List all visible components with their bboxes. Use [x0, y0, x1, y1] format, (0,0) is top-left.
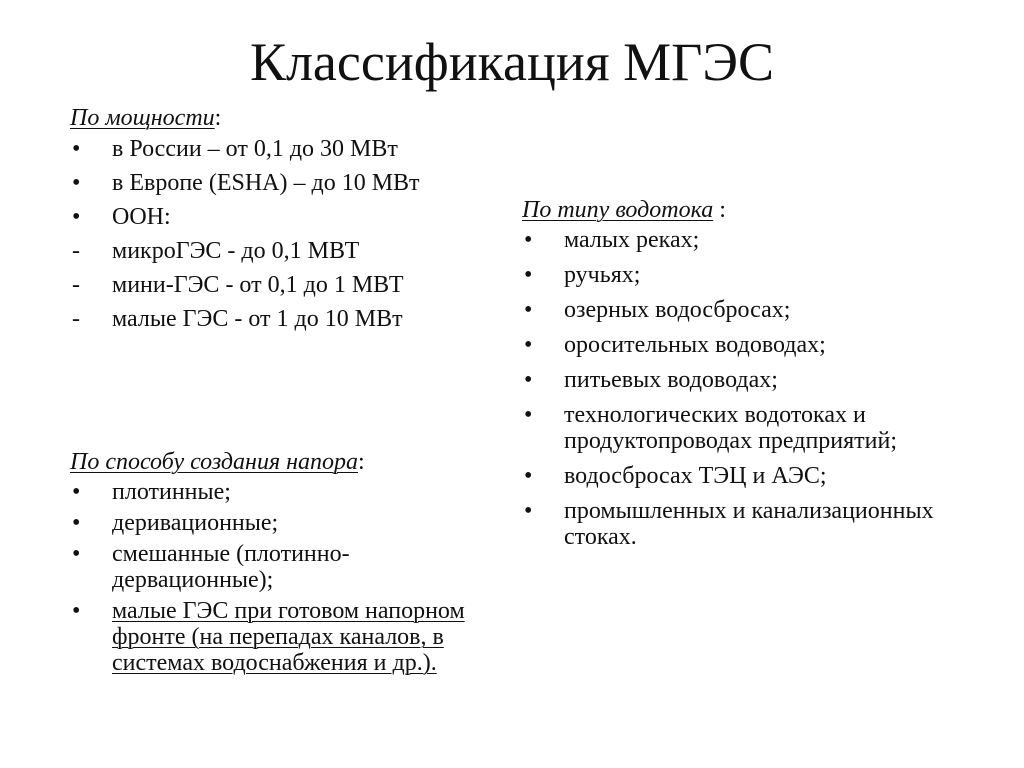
list-item: [70, 203, 490, 231]
list-item: [522, 297, 942, 323]
list-item: [70, 541, 510, 593]
bullet-marker: •: [72, 598, 81, 624]
list-item-text: мини-ГЭС - от 0,1 до 1 МВТ: [112, 272, 404, 298]
power-classification-section: [70, 104, 490, 339]
slide-title: Классификация МГЭС: [249, 32, 775, 92]
list-item-text: в России – от 0,1 до 30 МВт: [112, 136, 398, 162]
list-item-text: ООН:: [112, 204, 171, 230]
list-item-text: малые ГЭС - от 1 до 10 МВт: [112, 306, 403, 332]
list-item: [522, 498, 942, 550]
list-item-text: технологических водотоках и продуктопроводах предприятий;: [564, 402, 898, 454]
power-heading: [70, 104, 490, 132]
bullet-marker: •: [524, 498, 533, 524]
list-item-text: в Европе (ESHA) – до 10 МВт: [112, 170, 420, 196]
bullet-marker: •: [72, 541, 81, 567]
bullet-marker: •: [524, 227, 533, 253]
stream-list: [522, 227, 942, 550]
list-item-text: малых реках;: [564, 227, 700, 253]
pressure-list: [70, 479, 510, 676]
bullet-marker: •: [524, 262, 533, 288]
power-heading-colon: :: [214, 105, 222, 131]
list-item-text: деривационные;: [112, 510, 279, 536]
list-item-text: плотинные;: [112, 479, 231, 505]
power-heading-label: По мощности: [70, 105, 215, 131]
list-item-text: ручьях;: [564, 262, 641, 288]
dash-marker: -: [72, 272, 80, 298]
list-item: [522, 463, 942, 489]
dash-marker: -: [72, 238, 80, 264]
list-item: [70, 305, 490, 333]
list-item-text: питьевых водоводах;: [564, 367, 778, 393]
list-item: [522, 227, 942, 253]
list-item: [70, 169, 490, 197]
list-item: [70, 510, 510, 536]
bullet-marker: •: [524, 297, 533, 323]
bullet-marker: •: [72, 479, 81, 505]
pressure-classification-section: [70, 448, 510, 681]
stream-heading-label: По типу водотока: [522, 197, 714, 223]
list-item: [70, 135, 490, 163]
pressure-heading: [70, 448, 510, 476]
bullet-marker: •: [72, 510, 81, 536]
list-item: [522, 332, 942, 358]
power-list: [70, 135, 490, 333]
list-item-text-underlined: малые ГЭС при готовом напорном фронте (на перепадах каналов, в системах водоснабжения и др.).: [112, 598, 465, 676]
list-item: [70, 479, 510, 505]
list-item-text: микроГЭС - до 0,1 МВТ: [112, 238, 360, 264]
bullet-marker: •: [524, 367, 533, 393]
stream-heading-colon: :: [713, 197, 726, 223]
bullet-marker: •: [72, 136, 81, 162]
list-item: [522, 262, 942, 288]
list-item-text: промышленных и канализационных стоках.: [564, 498, 934, 550]
list-item: [70, 271, 490, 299]
stream-heading: [522, 196, 942, 224]
pressure-heading-label: По способу создания напора: [70, 449, 359, 475]
list-item-text: оросительных водоводах;: [564, 332, 826, 358]
pressure-heading-colon: :: [358, 449, 365, 475]
list-item-text: смешанные (плотинно-дервационные);: [112, 541, 350, 593]
list-item-text: водосбросах ТЭЦ и АЭС;: [564, 463, 827, 489]
bullet-marker: •: [524, 463, 533, 489]
list-item: [70, 237, 490, 265]
bullet-marker: •: [524, 332, 533, 358]
list-item-text: озерных водосбросах;: [564, 297, 791, 323]
list-item: [522, 367, 942, 393]
bullet-marker: •: [524, 402, 533, 428]
bullet-marker: •: [72, 170, 81, 196]
stream-classification-section: [522, 196, 942, 559]
list-item: [70, 598, 510, 676]
dash-marker: -: [72, 306, 80, 332]
bullet-marker: •: [72, 204, 81, 230]
list-item: [522, 402, 942, 454]
